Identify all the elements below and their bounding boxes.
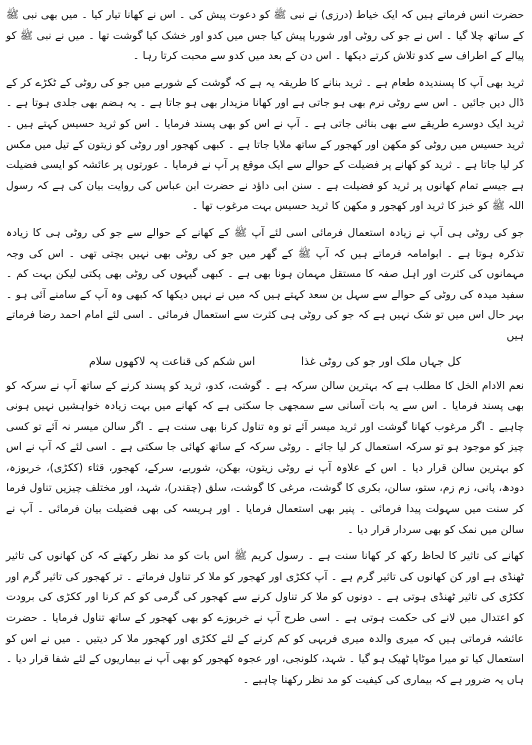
paragraph-food-temperament: کھانے کی تاثیر کا لحاظ رکھ کر کھانا سنت ہے ۔ رسول کریم ﷺ اس بات کو مد نظر رکھتے کہ کن کھانوں کی تاثیر ٹھنڈی ہے اور کن کھانوں کی تاثیر گرم ہے ۔ آپ ککڑی اور کھجور کو ملا کر تناول فرماتے ۔ تر کھجور کی تاثیر گرم اور ککڑی کی تاثیر ٹھنڈی ہوتی ہے ۔ دونوں کو ملا کر تناول کرنے سے کھجور کی گرمی کو کم کرنا اور ککڑی کی برودت کو اعتدال میں لانے کی حکمت ہوتی ہے ۔ اسی طرح آپ نے خربوزے کو بھی کھجور کے ساتھ تناول فرمایا ۔ حضرت عائشہ فرماتی ہیں کہ میری والدہ میری فربہی کو کم کرنے کے لئے ککڑی اور کھجور ملا کر دیتیں ۔ میں نے اس کو استعمال کیا تو میرا موٹاپا ٹھیک ہو گیا ۔ شہد، کلونجی، اور عجوہ کھجور کو بھی آپ نے بیماریوں کے لئے شفا قرار دیا ۔ ہاں یہ ضرور ہے کہ بیماری کی کیفیت کو مد نظر رکھنا چاہیے ۔ <box>6 550 524 686</box>
couplet-misra-1: کل جہاں ملک اور جو کی روٹی غذا <box>300 354 462 368</box>
paragraph-tailor-invitation: حضرت انس فرماتے ہیں کہ ایک خیاط (درزی) نے نبی ﷺ کو دعوت پیش کی ۔ اس نے کھانا تیار کیا ۔ میں بھی نبی ﷺ کے ساتھ چلا گیا ۔ اس نے جو کی روٹی اور شوربا پیش کیا جس میں کدو اور خشک کیا گوشت تھا ۔ میں نے نبی ﷺ کو پیالے کے اطراف سے کدو تلاش کرتے دیکھا ۔ اس دن کے بعد میں کدو سے محبت کرتا رہا ۔ <box>6 9 524 63</box>
paragraph-barley-bread: جو کی روٹی ہی آپ نے زیادہ استعمال فرمائی اسی لئے آپ ﷺ کے کھانے کے حوالے سے جو کی روٹی ہی کا زیادہ تذکرہ ہوتا ہے ۔ ابوامامہ فرماتے ہیں کہ آپ ﷺ کے گھر میں جو کی روٹی بھی نہیں بچتی تھی ۔ اس کی وجہ مہمانوں کی کثرت اور اہل صفہ کا مستقل مہمان ہونا بھی ہے ۔ کبھی گیہوں کی روٹی بھی پکتی لیکن بہت کم ۔ سفید میدہ کی روٹی کے حوالے سے سہل بن سعد کہتے ہیں کہ میں نے نہیں دیکھا کہ کبھی وہ آپ کے سامنے آئی ہو ۔ بہر حال اس میں تو شک نہیں ہے کہ جو کی روٹی ہی کثرت سے استعمال فرمائی ۔ اسی لئے امام احمد رضا فرماتے ہیں <box>6 226 524 342</box>
poetry-couplet <box>66 352 484 372</box>
paragraph-tharid: ثرید بھی آپ کا پسندیدہ طعام ہے ۔ ثرید بنانے کا طریقہ یہ ہے کہ گوشت کے شوربے میں جو کی روٹی کے ٹکڑے کر کے ڈال دیں جائیں ۔ اس سے روٹی نرم بھی ہو جاتی ہے اور کھانا مزیدار بھی ہو جاتا ہے ۔ یہ ہضم بھی جلدی ہوتا ہے ۔ ثرید ایک دوسرے طریقے سے بھی بنائی جاتی ہے ۔ آپ نے اس کو بھی پسند فرمایا ۔ اس کو ثرید حسیس کہتے ہیں ۔ ثرید حسیس میں روٹی کو مکھن اور کھجور کے ساتھ ملایا جاتا ہے ۔ کبھی کھجور اور روٹی کو زیتون کے تیل میں مکس کر لیا جاتا ہے ۔ ثرید کو کھانے پر فضیلت کے حوالے سے ایک موقع پر آپ نے فرمایا ۔ عورتوں پر عائشہ کو ایسی فضیلت ہے جیسے تمام کھانوں پر ثرید کو فضیلت ہے ۔ سنن ابی داؤد نے حضرت ابن عباس کی روایت بیان کی ہے کہ رسول اللہ ﷺ کو خبز کا ثرید اور کھجور و مکھن کا ثرید حسیس بہت مرغوب تھا ۔ <box>6 76 524 213</box>
couplet-misra-2: اس شکم کی قناعت پہ لاکھوں سلام <box>88 354 256 368</box>
paragraph-vinegar: نعم الادام الخل کا مطلب ہے کہ بہترین سالن سرکہ ہے ۔ گوشت، کدو، ثرید کو پسند کرنے کے ساتھ آپ نے سرکہ کو بھی پسند فرمایا ۔ اس سے یہ بات آسانی سے سمجھی جا سکتی ہے کہ کھانے میں بہت زیادہ خواہشیں نہیں ہونی چاہیے ۔ اگر مرغوب کھانا گوشت اور ثرید میسر آئے تو وہ تناول کرنا بھی سنت ہے ۔ اگر سالن میسر نہ آئے تو کسی چیز کو موجود ہو تو سرکہ استعمال کر لیا جائے ۔ روٹی سرکہ کے ساتھ کھائی جا سکتی ہے ۔ اسی لئے کہ آپ نے اس کو بہترین سالن قرار دیا ۔ اس کے علاوہ آپ نے روٹی زیتون، بھکن، شوربے، سرکے، کھجور، قثاء (ککڑی)، خربوزہ، دودھ، پانی، زم زم، ستو، سالن، بکری کا گوشت، مرغی کا گوشت، سلق (چقندر)، شہد، اور مختلف چیزیں تناول فرما کر سنت میں سہولت پیدا فرمائی ۔ پنیر بھی استعمال فرمایا ۔ اور ہریسہ کی بھی فضیلت بیان فرمائی ۔ آپ نے سالن میں نمک کو بھی سردار قرار دیا ۔ <box>6 379 524 536</box>
